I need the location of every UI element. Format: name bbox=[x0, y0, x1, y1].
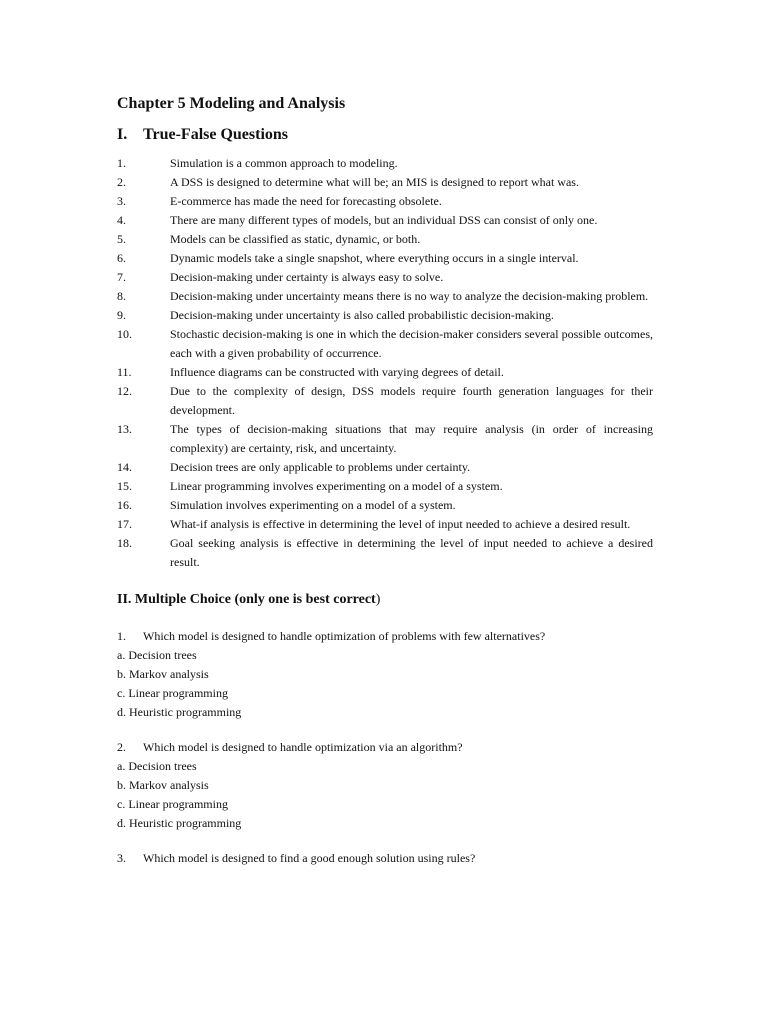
item-number: 16. bbox=[117, 498, 132, 512]
item-number: 14. bbox=[117, 460, 132, 474]
item-text: Influence diagrams can be constructed with varying degrees of detail. bbox=[170, 365, 504, 379]
item-text: Models can be classified as static, dynamic, or both. bbox=[170, 232, 421, 246]
item-text: E-commerce has made the need for forecasting obsolete. bbox=[170, 194, 442, 208]
true-false-item bbox=[117, 192, 653, 211]
question-stem bbox=[117, 738, 653, 757]
true-false-item bbox=[117, 306, 653, 325]
item-text: There are many different types of models, but an individual DSS can consist of only one. bbox=[170, 213, 598, 227]
item-text: Dynamic models take a single snapshot, where everything occurs in a single interval. bbox=[170, 251, 579, 265]
section-title-text: II. Multiple Choice (only one is best correct bbox=[117, 592, 376, 607]
section-title-true-false bbox=[117, 122, 653, 148]
answer-option: c. Linear programming bbox=[117, 686, 228, 700]
mc-question bbox=[117, 738, 653, 833]
question-stem bbox=[117, 849, 653, 868]
true-false-item bbox=[117, 477, 653, 496]
item-number: 3. bbox=[117, 194, 126, 208]
true-false-item bbox=[117, 496, 653, 515]
answer-option: d. Heuristic programming bbox=[117, 816, 242, 830]
question-text: Which model is designed to handle optimization of problems with few alternatives? bbox=[143, 629, 546, 643]
item-number: 1. bbox=[117, 156, 126, 170]
item-text: Linear programming involves experimenting on a model of a system. bbox=[170, 479, 503, 493]
item-number: 8. bbox=[117, 289, 126, 303]
mc-question bbox=[117, 627, 653, 722]
item-number: 6. bbox=[117, 251, 126, 265]
true-false-item bbox=[117, 230, 653, 249]
item-text: Decision-making under uncertainty means there is no way to analyze the decision-making problem. bbox=[170, 289, 649, 303]
item-text: Stochastic decision-making is one in which the decision-maker considers several possible outcomes, each with a given probability of occurrence. bbox=[170, 327, 653, 360]
true-false-item bbox=[117, 363, 653, 382]
section-title-paren: ) bbox=[375, 592, 381, 607]
true-false-list bbox=[117, 154, 653, 572]
item-number: 11. bbox=[117, 365, 132, 379]
section-title-text: True-False Questions bbox=[143, 126, 289, 143]
item-text: Decision trees are only applicable to problems under certainty. bbox=[170, 460, 471, 474]
true-false-item bbox=[117, 268, 653, 287]
mc-question bbox=[117, 849, 653, 868]
question-text: Which model is designed to find a good enough solution using rules? bbox=[143, 851, 476, 865]
true-false-item bbox=[117, 211, 653, 230]
answer-option: b. Markov analysis bbox=[117, 667, 209, 681]
document-page bbox=[117, 92, 653, 868]
item-text: Goal seeking analysis is effective in determining the level of input needed to achieve a desired result. bbox=[170, 536, 653, 569]
question-stem bbox=[117, 627, 653, 646]
true-false-item bbox=[117, 420, 653, 458]
item-text: Simulation is a common approach to modeling. bbox=[170, 156, 398, 170]
answer-option: a. Decision trees bbox=[117, 759, 197, 773]
item-text: A DSS is designed to determine what will be; an MIS is designed to report what was. bbox=[170, 175, 579, 189]
answer-option: a. Decision trees bbox=[117, 648, 197, 662]
question-number: 2. bbox=[117, 740, 126, 754]
true-false-item bbox=[117, 382, 653, 420]
item-number: 5. bbox=[117, 232, 126, 246]
section-title-multiple-choice bbox=[117, 589, 653, 611]
item-number: 15. bbox=[117, 479, 132, 493]
item-number: 9. bbox=[117, 308, 126, 322]
item-text: The types of decision-making situations that may require analysis (in order of increasing complexity) are certainty, risk, and uncertainty. bbox=[170, 422, 653, 455]
true-false-item bbox=[117, 325, 653, 363]
true-false-item bbox=[117, 534, 653, 572]
answer-option: d. Heuristic programming bbox=[117, 705, 242, 719]
true-false-item bbox=[117, 154, 653, 173]
item-number: 18. bbox=[117, 536, 132, 550]
true-false-item bbox=[117, 515, 653, 534]
multiple-choice-list bbox=[117, 627, 653, 868]
item-number: 12. bbox=[117, 384, 132, 398]
item-number: 17. bbox=[117, 517, 132, 531]
answer-option: b. Markov analysis bbox=[117, 778, 209, 792]
item-text: Decision-making under certainty is always easy to solve. bbox=[170, 270, 444, 284]
answer-option: c. Linear programming bbox=[117, 797, 228, 811]
item-number: 10. bbox=[117, 327, 132, 341]
question-number: 3. bbox=[117, 851, 126, 865]
true-false-item bbox=[117, 287, 653, 306]
item-text: Decision-making under uncertainty is also called probabilistic decision-making. bbox=[170, 308, 554, 322]
section-roman-numeral: I. bbox=[117, 126, 128, 143]
item-text: What-if analysis is effective in determining the level of input needed to achieve a desired result. bbox=[170, 517, 631, 531]
item-number: 4. bbox=[117, 213, 126, 227]
item-number: 13. bbox=[117, 422, 132, 436]
question-number: 1. bbox=[117, 629, 126, 643]
item-text: Due to the complexity of design, DSS models require fourth generation languages for their development. bbox=[170, 384, 653, 417]
item-number: 2. bbox=[117, 175, 126, 189]
true-false-item bbox=[117, 249, 653, 268]
true-false-item bbox=[117, 173, 653, 192]
chapter-title: Chapter 5 Modeling and Analysis bbox=[117, 95, 346, 112]
item-text: Simulation involves experimenting on a model of a system. bbox=[170, 498, 456, 512]
question-text: Which model is designed to handle optimization via an algorithm? bbox=[143, 740, 463, 754]
true-false-item bbox=[117, 458, 653, 477]
item-number: 7. bbox=[117, 270, 126, 284]
